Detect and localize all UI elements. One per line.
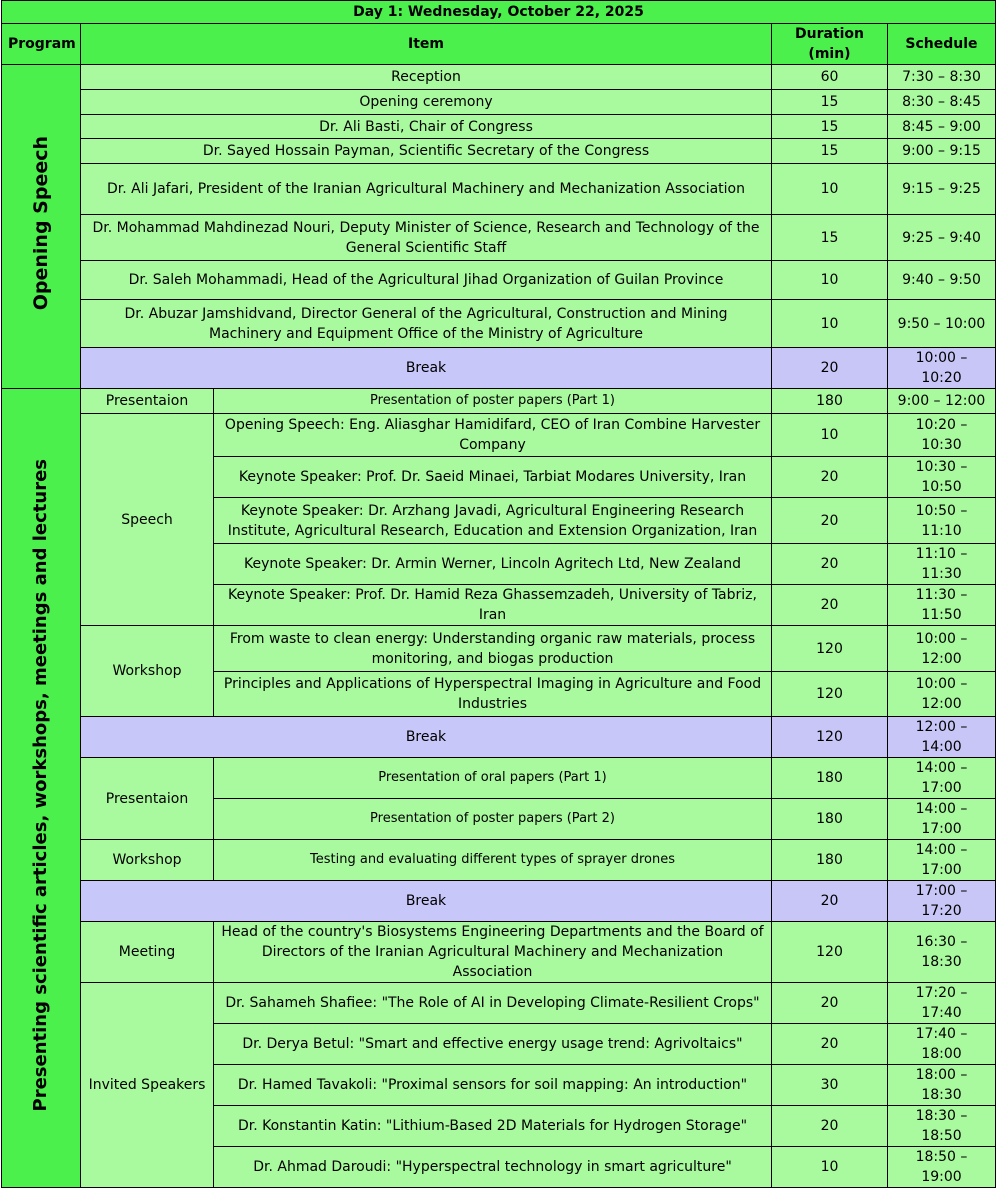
day-title: Day 1: Wednesday, October 22, 2025 — [2, 1, 996, 24]
duration-cell: 10 — [772, 414, 888, 457]
table-row — [2, 164, 996, 215]
item-cell: Keynote Speaker: Dr. Arzhang Javadi, Agricultural Engineering Research Institute, Agricultural Research, Education and Extension Organization, Iran — [214, 498, 772, 544]
program-cell: Speech — [81, 414, 214, 626]
program-cell: Presentaion — [81, 758, 214, 840]
item-cell: Presentation of oral papers (Part 1) — [214, 758, 772, 799]
table-row — [2, 414, 996, 457]
program-cell: Presentaion — [81, 389, 214, 414]
schedule-cell: 10:00 – 12:00 — [888, 672, 996, 717]
section-presenting-label: Presenting scientific articles, workshops, meetings and lectures — [30, 458, 51, 1112]
duration-cell: 20 — [772, 585, 888, 626]
program-cell: Workshop — [81, 840, 214, 881]
table-row — [2, 626, 996, 672]
item-cell: Keynote Speaker: Prof. Dr. Hamid Reza Ghassemzadeh, University of Tabriz, Iran — [214, 585, 772, 626]
break-row — [2, 881, 996, 922]
duration-cell: 10 — [772, 261, 888, 300]
duration-cell: 20 — [772, 983, 888, 1024]
header-schedule: Schedule — [888, 24, 996, 65]
item-cell: Dr. Abuzar Jamshidvand, Director General of the Agricultural, Construction and Mining Machinery and Equipment Office of the Ministry of Agriculture — [81, 300, 772, 348]
schedule-cell: 17:00 – 17:20 — [888, 881, 996, 922]
break-cell: Break — [81, 348, 772, 389]
duration-cell: 20 — [772, 1106, 888, 1147]
duration-cell: 20 — [772, 457, 888, 498]
item-cell: Dr. Konstantin Katin: "Lithium-Based 2D Materials for Hydrogen Storage" — [214, 1106, 772, 1147]
table-row — [2, 139, 996, 164]
duration-cell: 180 — [772, 389, 888, 414]
duration-cell: 120 — [772, 672, 888, 717]
section-opening-label: Opening Speech — [30, 136, 52, 311]
schedule-cell: 9:00 – 12:00 — [888, 389, 996, 414]
section-opening-speech — [2, 65, 81, 389]
schedule-cell: 7:30 – 8:30 — [888, 65, 996, 90]
schedule-cell: 10:00 – 12:00 — [888, 626, 996, 672]
item-cell: Dr. Sayed Hossain Payman, Scientific Secretary of the Congress — [81, 139, 772, 164]
schedule-cell: 9:15 – 9:25 — [888, 164, 996, 215]
header-item: Item — [81, 24, 772, 65]
schedule-cell: 11:10 – 11:30 — [888, 544, 996, 585]
schedule-cell: 11:30 – 11:50 — [888, 585, 996, 626]
item-cell: Dr. Ahmad Daroudi: "Hyperspectral technology in smart agriculture" — [214, 1147, 772, 1188]
item-cell: Reception — [81, 65, 772, 90]
schedule-cell: 8:45 – 9:00 — [888, 115, 996, 139]
table-row — [2, 983, 996, 1024]
item-cell: Dr. Ali Jafari, President of the Iranian Agricultural Machinery and Mechanization Association — [81, 164, 772, 215]
schedule-cell: 18:50 – 19:00 — [888, 1147, 996, 1188]
table-row — [2, 840, 996, 881]
schedule-cell: 18:00 – 18:30 — [888, 1065, 996, 1106]
duration-cell: 120 — [772, 626, 888, 672]
schedule-cell: 14:00 – 17:00 — [888, 840, 996, 881]
header-program: Program — [2, 24, 81, 65]
break-cell: Break — [81, 881, 772, 922]
duration-cell: 20 — [772, 544, 888, 585]
duration-cell: 15 — [772, 215, 888, 261]
schedule-cell: 9:40 – 9:50 — [888, 261, 996, 300]
schedule-cell: 8:30 – 8:45 — [888, 90, 996, 115]
item-cell: Dr. Hamed Tavakoli: "Proximal sensors for soil mapping: An introduction" — [214, 1065, 772, 1106]
schedule-cell: 9:50 – 10:00 — [888, 300, 996, 348]
table-row — [2, 215, 996, 261]
schedule-cell: 14:00 – 17:00 — [888, 799, 996, 840]
table-row — [2, 261, 996, 300]
duration-cell: 15 — [772, 139, 888, 164]
schedule-cell: 14:00 – 17:00 — [888, 758, 996, 799]
duration-cell: 120 — [772, 717, 888, 758]
item-cell: Dr. Ali Basti, Chair of Congress — [81, 115, 772, 139]
duration-cell: 30 — [772, 1065, 888, 1106]
duration-cell: 20 — [772, 881, 888, 922]
item-cell: Keynote Speaker: Prof. Dr. Saeid Minaei, Tarbiat Modares University, Iran — [214, 457, 772, 498]
table-row — [2, 758, 996, 799]
table-row — [2, 300, 996, 348]
duration-cell: 20 — [772, 348, 888, 389]
schedule-cell: 10:20 – 10:30 — [888, 414, 996, 457]
break-row — [2, 348, 996, 389]
item-cell: Presentation of poster papers (Part 2) — [214, 799, 772, 840]
header-row — [2, 24, 996, 65]
duration-cell: 20 — [772, 1024, 888, 1065]
program-cell: Workshop — [81, 626, 214, 717]
schedule-cell: 18:30 – 18:50 — [888, 1106, 996, 1147]
schedule-cell: 10:50 – 11:10 — [888, 498, 996, 544]
table-row — [2, 65, 996, 90]
duration-cell: 180 — [772, 758, 888, 799]
program-cell: Meeting — [81, 922, 214, 983]
duration-cell: 10 — [772, 164, 888, 215]
item-cell: Opening Speech: Eng. Aliasghar Hamidifard, CEO of Iran Combine Harvester Company — [214, 414, 772, 457]
duration-cell: 15 — [772, 90, 888, 115]
program-cell: Invited Speakers — [81, 983, 214, 1188]
item-cell: Dr. Mohammad Mahdinezad Nouri, Deputy Minister of Science, Research and Technology of the General Scientific Staff — [81, 215, 772, 261]
section-presenting — [2, 389, 81, 1188]
duration-cell: 10 — [772, 1147, 888, 1188]
header-duration: Duration (min) — [772, 24, 888, 65]
duration-cell: 180 — [772, 840, 888, 881]
schedule-cell: 16:30 – 18:30 — [888, 922, 996, 983]
table-row — [2, 922, 996, 983]
item-cell: Dr. Saleh Mohammadi, Head of the Agricultural Jihad Organization of Guilan Province — [81, 261, 772, 300]
title-row — [2, 1, 996, 24]
item-cell: Head of the country's Biosystems Engineering Departments and the Board of Directors of the Iranian Agricultural Machinery and Mechanization Association — [214, 922, 772, 983]
duration-cell: 15 — [772, 115, 888, 139]
schedule-cell: 17:40 – 18:00 — [888, 1024, 996, 1065]
table-row — [2, 115, 996, 139]
schedule-cell: 10:30 – 10:50 — [888, 457, 996, 498]
item-cell: Keynote Speaker: Dr. Armin Werner, Lincoln Agritech Ltd, New Zealand — [214, 544, 772, 585]
duration-cell: 180 — [772, 799, 888, 840]
schedule-cell: 9:25 – 9:40 — [888, 215, 996, 261]
table-row — [2, 90, 996, 115]
item-cell: Presentation of poster papers (Part 1) — [214, 389, 772, 414]
item-cell: Opening ceremony — [81, 90, 772, 115]
duration-cell: 20 — [772, 498, 888, 544]
break-cell: Break — [81, 717, 772, 758]
item-cell: Testing and evaluating different types of sprayer drones — [214, 840, 772, 881]
schedule-cell: 12:00 – 14:00 — [888, 717, 996, 758]
duration-cell: 10 — [772, 300, 888, 348]
schedule-cell: 10:00 – 10:20 — [888, 348, 996, 389]
table-row — [2, 389, 996, 414]
break-row — [2, 717, 996, 758]
duration-cell: 60 — [772, 65, 888, 90]
item-cell: Dr. Sahameh Shafiee: "The Role of AI in Developing Climate-Resilient Crops" — [214, 983, 772, 1024]
item-cell: Dr. Derya Betul: "Smart and effective energy usage trend: Agrivoltaics" — [214, 1024, 772, 1065]
duration-cell: 120 — [772, 922, 888, 983]
schedule-cell: 9:00 – 9:15 — [888, 139, 996, 164]
item-cell: Principles and Applications of Hyperspectral Imaging in Agriculture and Food Industries — [214, 672, 772, 717]
schedule-table — [1, 0, 996, 1188]
schedule-cell: 17:20 – 17:40 — [888, 983, 996, 1024]
item-cell: From waste to clean energy: Understanding organic raw materials, process monitoring, and biogas production — [214, 626, 772, 672]
